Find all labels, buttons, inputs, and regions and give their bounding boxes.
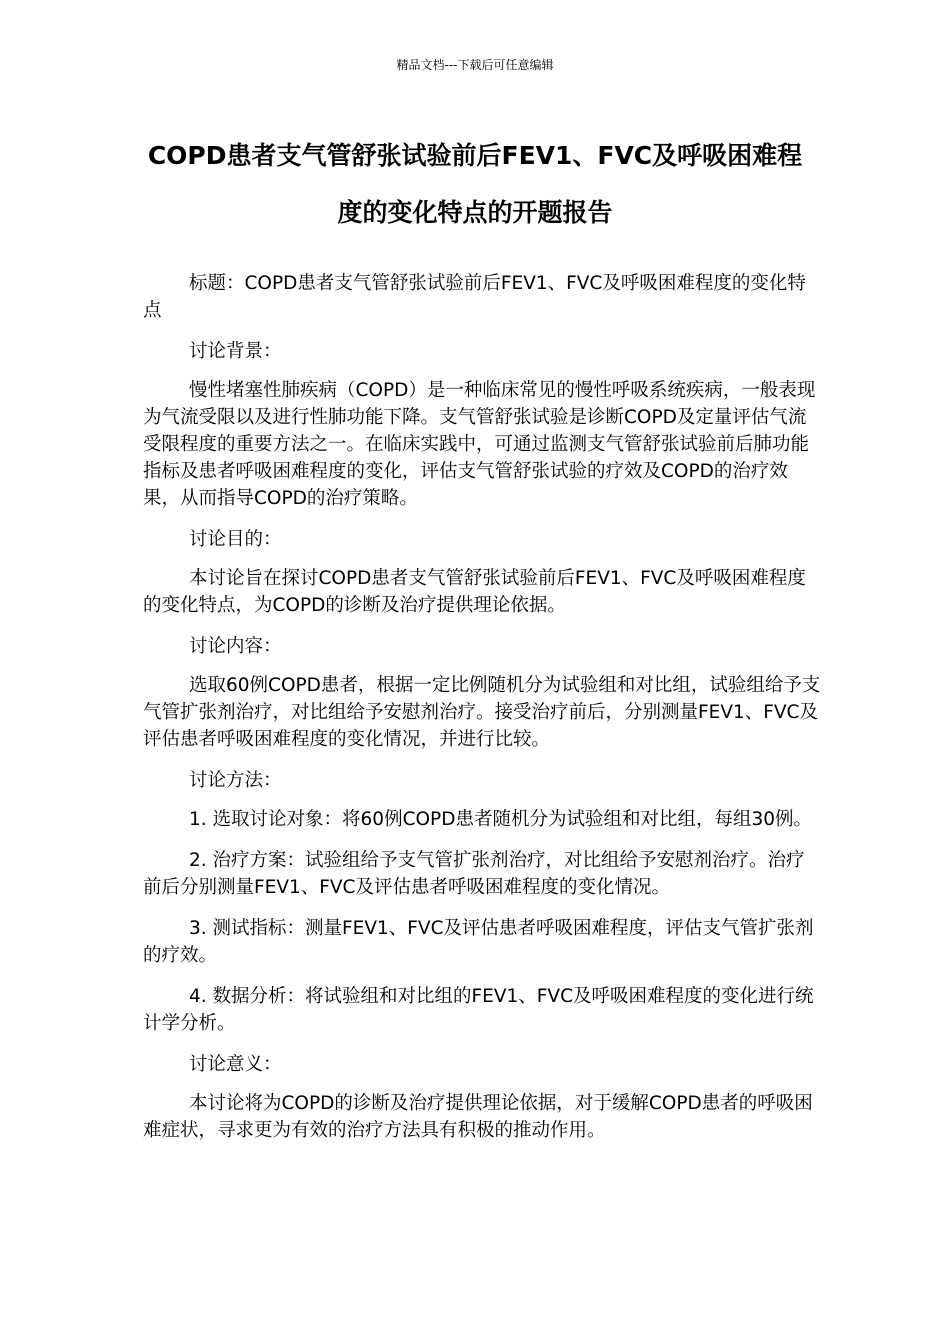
method-item-1: 1. 选取讨论对象：将60例COPD患者随机分为试验组和对比组，每组30例。 [189, 809, 812, 830]
paragraph-significance: 本讨论将为COPD的诊断及治疗提供理论依据，对于缓解COPD患者的呼吸困难症状，寻求更为有效的治疗方法具有积极的推动作用。 [143, 1093, 813, 1141]
paragraph-content: 选取60例COPD患者，根据一定比例随机分为试验组和对比组，试验组给予支气管扩张剂治疗，对比组给予安慰剂治疗。接受治疗前后，分别测量FEV1、FVC及评估患者呼吸困难程度的变化情况，并进行比较。 [143, 675, 821, 750]
document-body [143, 270, 823, 1158]
heading-content: 讨论内容： [189, 636, 282, 657]
document-title: COPD患者支气管舒张试验前后FEV1、FVC及呼吸困难程度的变化特点的开题报告 [147, 141, 803, 227]
paragraph-purpose: 本讨论旨在探讨COPD患者支气管舒张试验前后FEV1、FVC及呼吸困难程度的变化特点，为COPD的诊断及治疗提供理论依据。 [143, 568, 806, 616]
heading-background: 讨论背景： [189, 341, 282, 362]
method-item-4: 4. 数据分析：将试验组和对比组的FEV1、FVC及呼吸困难程度的变化进行统计学分析。 [143, 986, 814, 1034]
method-item-3: 3. 测试指标：测量FEV1、FVC及评估患者呼吸困难程度，评估支气管扩张剂的疗效。 [143, 918, 814, 966]
paragraph-topic: 标题：COPD患者支气管舒张试验前后FEV1、FVC及呼吸困难程度的变化特点 [143, 273, 806, 321]
heading-purpose: 讨论目的： [189, 529, 282, 550]
method-item-2: 2. 治疗方案：试验组给予支气管扩张剂治疗，对比组给予安慰剂治疗。治疗前后分别测量FEV1、FVC及评估患者呼吸困难程度的变化情况。 [143, 850, 805, 898]
page-header-note: 精品文档---下载后可任意编辑 [396, 58, 554, 72]
heading-methods: 讨论方法： [189, 770, 282, 791]
paragraph-background: 慢性堵塞性肺疾病（COPD）是一种临床常见的慢性呼吸系统疾病，一般表现为气流受限以及进行性肺功能下降。支气管舒张试验是诊断COPD及定量评估气流受限程度的重要方法之一。在临床实践中，可通过监测支气管舒张试验前后肺功能指标及患者呼吸困难程度的变化，评估支气管舒张试验的疗效及COPD的治疗效果，从而指导COPD的治疗策略。 [143, 380, 816, 509]
heading-significance: 讨论意义： [189, 1054, 282, 1075]
